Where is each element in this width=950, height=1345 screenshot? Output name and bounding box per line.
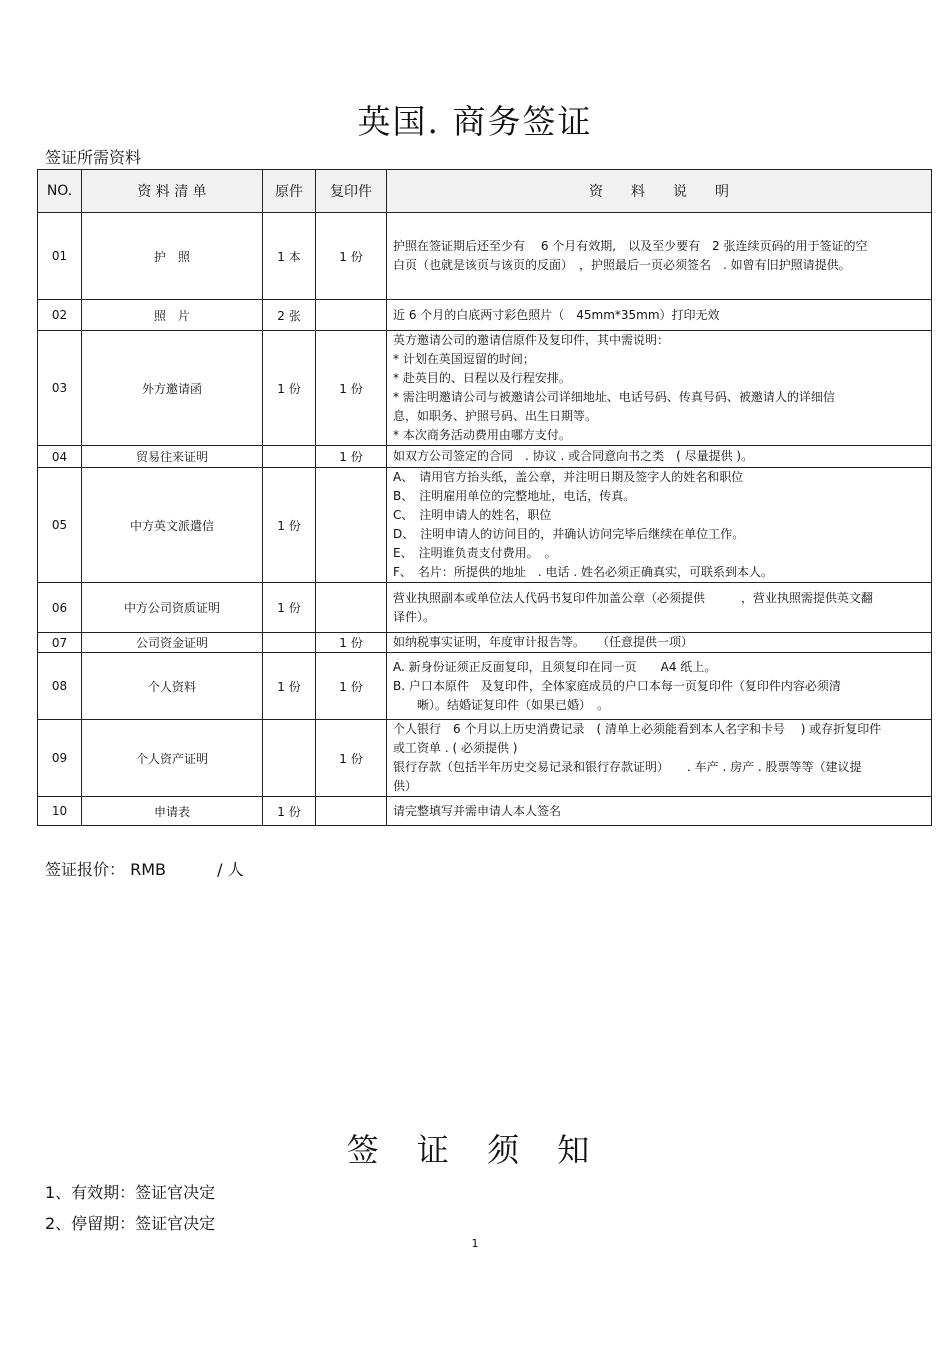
description-line: B、 注明雇用单位的完整地址，电话，传真。: [393, 489, 636, 503]
row-copy: 1 份: [316, 446, 387, 468]
row-original: [263, 633, 316, 653]
table-row: [38, 213, 932, 300]
row-item-name: 照 片: [82, 300, 263, 331]
description-line: C、 注明申请人的姓名，职位: [393, 508, 552, 522]
description-line: 营业执照副本或单位法人代码书复印件加盖公章（必须提供 ，营业执照需提供英文翻: [393, 590, 874, 605]
price-label: 签证报价：: [45, 860, 126, 879]
visa-price: [45, 857, 244, 880]
notice-item-validity: 1、有效期：签证官决定: [45, 1183, 216, 1202]
row-copy: [316, 300, 387, 331]
description-line: 译件）。: [393, 609, 436, 624]
row-description: [387, 331, 932, 446]
table-row: [38, 797, 932, 826]
row-original: 1 份: [263, 797, 316, 826]
row-copy: [316, 583, 387, 633]
row-no: 03: [38, 331, 82, 446]
description-line: A. 新身份证须正反面复印，且须复印在同一页 A4 纸上。: [393, 659, 717, 674]
row-item-name: 外方邀请函: [82, 331, 263, 446]
row-copy: 1 份: [316, 633, 387, 653]
row-original: [263, 720, 316, 797]
description-line: E、 注明谁负责支付费用。 。: [393, 546, 557, 560]
description-line: A、 请用官方抬头纸，盖公章，并注明日期及签字人的姓名和职位: [393, 470, 744, 484]
row-item-name: 个人资产证明: [82, 720, 263, 797]
header-copy: 复印件: [316, 170, 387, 213]
header-description: 资 料 说 明: [387, 170, 932, 213]
row-copy: 1 份: [316, 653, 387, 720]
description-line: 白页（也就是该页与该页的反面） ，护照最后一页必须签名 . 如曾有旧护照请提供。: [393, 258, 851, 272]
row-item-name: 公司资金证明: [82, 633, 263, 653]
row-no: 01: [38, 213, 82, 300]
table-row: [38, 468, 932, 583]
notice-title: 签 证 须 知: [346, 1131, 604, 1169]
row-description: [387, 446, 932, 468]
price-unit: / 人: [217, 860, 244, 879]
table-row: [38, 331, 932, 446]
header-no: NO.: [38, 170, 82, 213]
row-no: 04: [38, 446, 82, 468]
row-description: [387, 583, 932, 633]
row-description: [387, 300, 932, 331]
description-line: * 需注明邀请公司与被邀请公司详细地址、电话号码、传真号码、被邀请人的详细信: [393, 390, 835, 404]
notice-item-stay: 2、停留期：签证官决定: [45, 1214, 216, 1233]
row-item-name: 贸易往来证明: [82, 446, 263, 468]
table-header-row: [38, 170, 932, 213]
description-line: 晰）。结婚证复印件（如果已婚） 。: [393, 697, 610, 712]
price-currency: RMB: [130, 860, 167, 879]
row-copy: 1 份: [316, 720, 387, 797]
section-subtitle: 签证所需资料: [45, 148, 142, 167]
description-line: 息，如职务、护照号码、出生日期等。: [393, 409, 598, 423]
table-row: [38, 653, 932, 720]
row-copy: [316, 468, 387, 583]
description-line: 个人银行 6 个月以上历史消费记录 ( 清单上必须能看到本人名字和卡号 ) 或存折复印件: [393, 722, 882, 736]
row-description: [387, 633, 932, 653]
description-line: 如纳税事实证明，年度审计报告等。 （任意提供一项）: [393, 635, 694, 649]
row-description: [387, 797, 932, 826]
description-line: 或工资单 . ( 必须提供 ): [393, 741, 518, 755]
row-no: 09: [38, 720, 82, 797]
description-line: B. 户口本原件 及复印件，全体家庭成员的户口本每一页复印件（复印件内容必须清: [393, 678, 841, 693]
row-original: [263, 446, 316, 468]
description-line: 银行存款（包括半年历史交易记录和银行存款证明） . 车产 . 房产 . 股票等等（建议提: [393, 760, 862, 774]
requirements-table: [37, 169, 932, 826]
table-row: [38, 720, 932, 797]
table-row: [38, 633, 932, 653]
description-line: * 赴英目的、日程以及行程安排。: [393, 371, 571, 385]
description-line: * 计划在英国逗留的时间；: [393, 352, 535, 366]
row-original: 1 份: [263, 331, 316, 446]
table-row: [38, 446, 932, 468]
row-description: [387, 653, 932, 720]
description-line: F、 名片：所提供的地址 . 电话 . 姓名必须正确真实，可联系到本人。: [393, 565, 773, 579]
table-row: [38, 583, 932, 633]
row-no: 07: [38, 633, 82, 653]
row-original: 1 份: [263, 653, 316, 720]
row-original: 1 本: [263, 213, 316, 300]
row-copy: [316, 797, 387, 826]
row-description: [387, 213, 932, 300]
header-original: 原件: [263, 170, 316, 213]
row-original: 1 份: [263, 468, 316, 583]
page-number: 1: [471, 1237, 479, 1250]
description-line: 护照在签证期后还至少有 6 个月有效期, 以及至少要有 2 张连续页码的用于签证的空: [393, 239, 868, 253]
row-item-name: 中方英文派遣信: [82, 468, 263, 583]
row-description: [387, 720, 932, 797]
description-line: D、 注明申请人的访问目的，并确认访问完毕后继续在单位工作。: [393, 527, 745, 541]
row-copy: 1 份: [316, 331, 387, 446]
description-line: 请完整填写并需申请人本人签名: [393, 803, 562, 818]
description-line: 英方邀请公司的邀请信原件及复印件，其中需说明：: [393, 333, 670, 347]
header-item: 资 料 清 单: [82, 170, 263, 213]
row-copy: 1 份: [316, 213, 387, 300]
row-no: 06: [38, 583, 82, 633]
row-item-name: 个人资料: [82, 653, 263, 720]
row-no: 02: [38, 300, 82, 331]
table-row: [38, 300, 932, 331]
description-line: 供）: [393, 779, 418, 793]
row-no: 08: [38, 653, 82, 720]
row-description: [387, 468, 932, 583]
description-line: 近 6 个月的白底两寸彩色照片（ 45mm*35mm）打印无效: [393, 307, 720, 322]
row-no: 10: [38, 797, 82, 826]
description-line: * 本次商务活动费用由哪方支付。: [393, 428, 571, 442]
row-original: 2 张: [263, 300, 316, 331]
row-item-name: 申请表: [82, 797, 263, 826]
row-item-name: 护 照: [82, 213, 263, 300]
row-item-name: 中方公司资质证明: [82, 583, 263, 633]
page-title: 英国. 商务签证: [357, 102, 593, 141]
row-no: 05: [38, 468, 82, 583]
description-line: 如双方公司签定的合同 . 协议 . 或合同意向书之类 ( 尽量提供 )。: [393, 449, 754, 463]
row-original: 1 份: [263, 583, 316, 633]
